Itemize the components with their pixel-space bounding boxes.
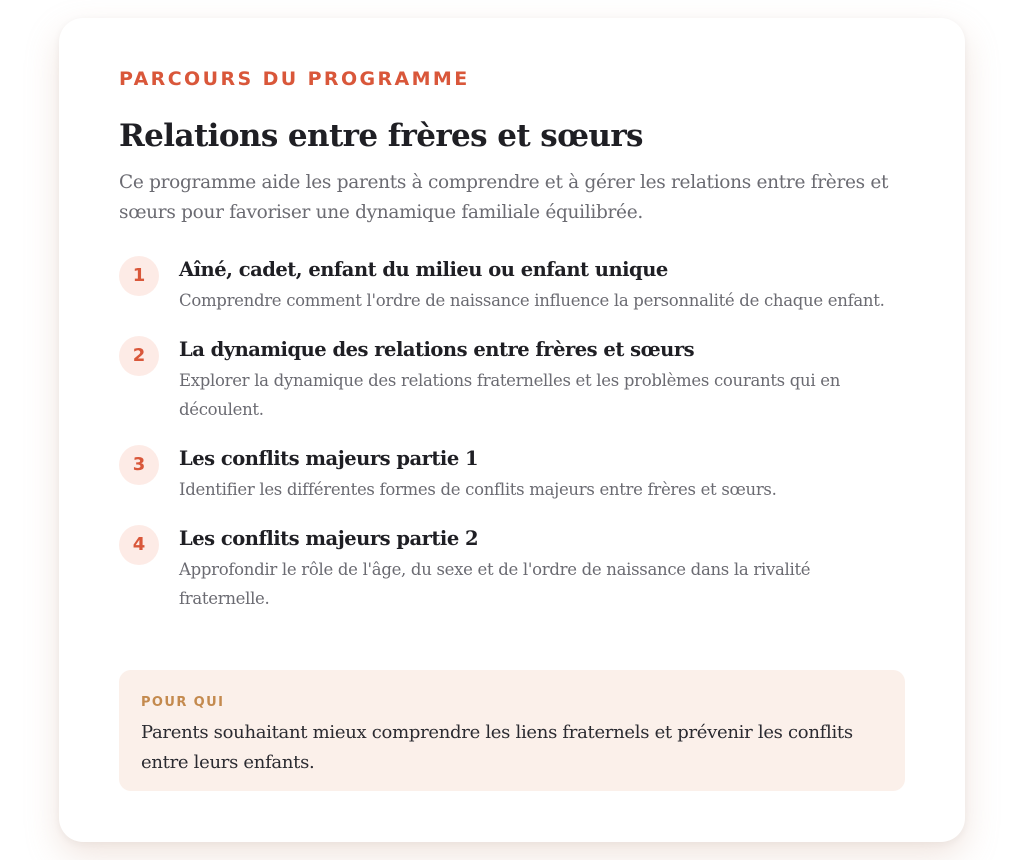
step-number-badge: 4 [119,525,159,565]
audience-label: POUR QUI [141,695,225,710]
step-title: La dynamique des relations entre frères et sœurs [179,338,695,361]
program-steps-list [119,256,905,613]
step-number-badge: 3 [119,445,159,485]
program-card [59,18,965,842]
step-description: Comprendre comment l'ordre de naissance influence la personnalité de chaque enfant. [179,291,885,310]
step-title: Les conflits majeurs partie 2 [179,527,479,550]
step-description: Approfondir le rôle de l'âge, du sexe et de l'ordre de naissance dans la rivalité fraternelle. [179,560,811,608]
program-step-2 [119,336,905,424]
step-number-badge: 2 [119,336,159,376]
audience-text: Parents souhaitant mieux comprendre les liens fraternels et prévenir les conflits entre leurs enfants. [141,722,853,773]
section-eyebrow: PARCOURS DU PROGRAMME [119,68,470,90]
program-step-1 [119,256,905,315]
program-intro: Ce programme aide les parents à comprendre et à gérer les relations entre frères et sœurs pour favoriser une dynamique familiale équilibrée. [119,172,889,223]
step-title: Les conflits majeurs partie 1 [179,447,479,470]
step-number-badge: 1 [119,256,159,296]
program-step-4 [119,525,905,613]
step-description: Explorer la dynamique des relations fraternelles et les problèmes courants qui en découlent. [179,371,841,419]
page-title: Relations entre frères et sœurs [119,118,643,154]
audience-box [119,670,905,791]
step-description: Identifier les différentes formes de conflits majeurs entre frères et sœurs. [179,480,777,499]
step-title: Aîné, cadet, enfant du milieu ou enfant unique [179,258,668,281]
program-step-3 [119,445,905,504]
